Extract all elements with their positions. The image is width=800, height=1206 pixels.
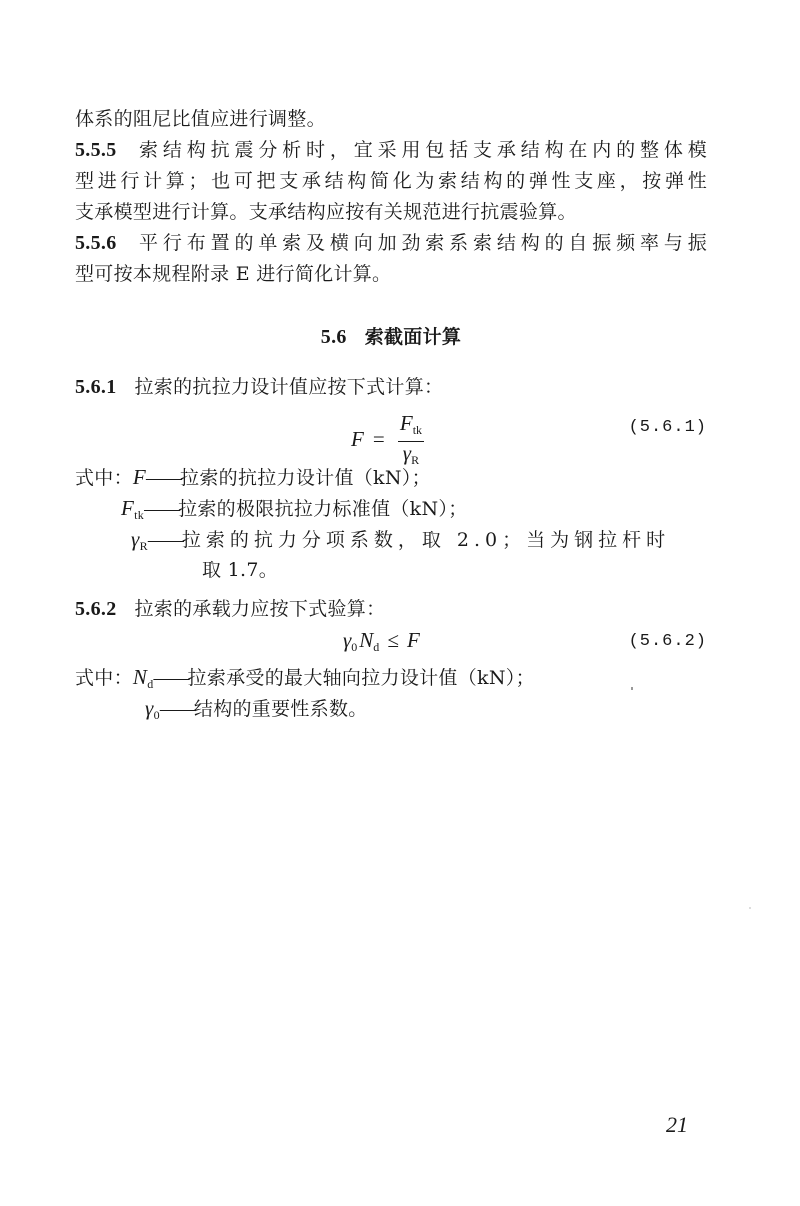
section-heading [75,322,707,352]
denominator-subscript: R [411,453,420,467]
continuation-text: 体系的阻尼比值应进行调整。 [75,108,326,130]
definition-symbol: γ [145,696,154,720]
definition-subscript: tk [134,508,145,522]
clause-number: 5.6.2 [75,598,117,620]
clause-number: 5.5.5 [75,139,117,161]
equation-number: (5.6.1) [628,418,707,437]
formula-n-sub: d [373,640,380,654]
scan-speck [631,687,633,690]
clause-text: 索结构抗震分析时，宜采用包括支承结构在内的整体模 [134,139,707,161]
formula-gamma-sub: 0 [351,640,358,654]
definition-symbol: N [132,665,148,689]
where-label: 式中： [75,667,133,689]
clause-5-5-5-line-2 [75,166,707,196]
definition-f [75,462,707,494]
definition-gamma-0 [145,693,777,730]
definition-text-continued: 取 1.7。 [202,559,279,581]
equation-number: (5.6.2) [628,632,707,651]
definition-symbol: F [132,465,147,489]
clause-text: 平行布置的单索及横向加劲索系索结构的自振频率与振 [134,232,707,254]
formula-5-6-2 [75,626,707,658]
clause-text: 型可按本规程附录 E 进行简化计算。 [75,263,392,285]
clause-text: 型进行计算；也可把支承结构简化为索结构的弹性支座，按弹性 [75,170,707,192]
formula-leq: ≤ [387,628,399,652]
denominator-symbol: γ [402,441,412,465]
definition-subscript: R [139,539,148,553]
formula-gamma: γ [343,628,352,652]
definition-dash: —— [147,530,182,551]
numerator-subscript: tk [412,423,423,437]
definition-symbol: F [121,496,135,520]
clause-5-5-5-line-3 [75,197,707,227]
definition-text: 拉索的抗力分项系数，取 2.0；当为钢拉杆时 [181,529,671,551]
section-number: 5.6 [320,326,347,348]
definition-dash: —— [159,699,194,720]
clause-5-5-6-line-2 [75,259,707,289]
clause-5-6-1 [75,372,707,402]
clause-5-6-2 [75,594,707,624]
definition-symbol: γ [131,527,140,551]
where-label: 式中： [75,467,133,489]
definition-text: 拉索的极限抗拉力标准值（kN）； [178,498,468,520]
page-number: 21 [666,1112,688,1137]
formula-rhs: F [407,628,420,652]
definition-text: 拉索的抗拉力设计值（kN）； [180,467,431,489]
clause-text: 拉索的承载力应按下式验算： [134,598,386,620]
definition-subscript: d [147,677,154,691]
formula-5-6-1 [75,406,707,467]
clause-5-5-6-line-1 [75,228,707,258]
definition-subscript: 0 [153,708,160,722]
scan-speck [749,907,751,909]
formula-n: N [359,628,374,652]
section-title: 索截面计算 [364,326,462,348]
clause-number: 5.5.6 [75,232,117,254]
clause-5-5-5-line-1 [75,135,707,165]
formula-equals: = [372,427,385,451]
numerator-symbol: F [399,411,413,435]
definition-dash: —— [144,499,179,520]
clause-text: 拉索的抗拉力设计值应按下式计算： [134,376,444,398]
definition-gamma-r-cont [202,555,800,585]
clause-text: 支承模型进行计算。支承结构应按有关规范进行抗震验算。 [75,201,577,223]
paragraph-continuation [75,104,707,134]
definition-dash: —— [153,668,188,689]
definition-dash: —— [146,468,181,489]
fraction-numerator [398,412,424,442]
clause-number: 5.6.1 [75,376,117,398]
definition-text: 结构的重要性系数。 [193,698,368,720]
definition-text: 拉索承受的最大轴向拉力设计值（kN）； [187,667,535,689]
formula-lhs: F [351,427,364,451]
formula-body [343,628,420,655]
